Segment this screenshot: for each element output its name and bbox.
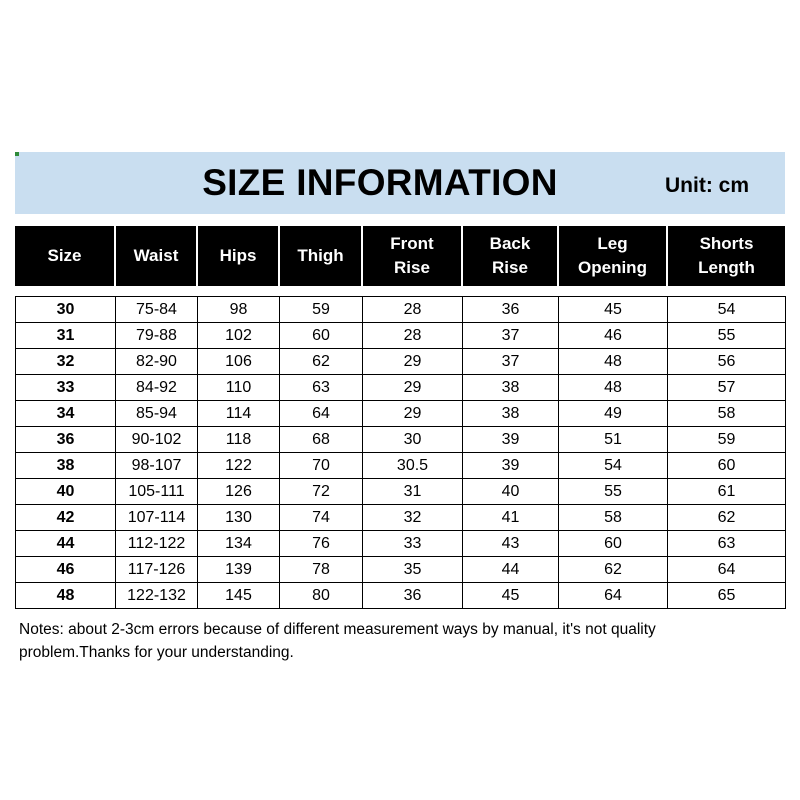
measurement-cell: 60 — [668, 453, 786, 479]
measurement-cell: 48 — [559, 349, 668, 375]
measurement-cell: 30.5 — [363, 453, 463, 479]
measurement-cell: 38 — [463, 401, 559, 427]
measurement-cell: 98 — [198, 297, 280, 323]
measurement-cell: 64 — [280, 401, 363, 427]
table-row — [16, 297, 786, 323]
measurement-cell: 51 — [559, 427, 668, 453]
measurement-cell: 110 — [198, 375, 280, 401]
measurement-cell: 65 — [668, 583, 786, 609]
measurement-cell: 48 — [559, 375, 668, 401]
measurement-cell: 29 — [363, 349, 463, 375]
measurement-cell: 59 — [280, 297, 363, 323]
measurement-cell: 145 — [198, 583, 280, 609]
measurement-cell: 62 — [280, 349, 363, 375]
measurement-cell: 43 — [463, 531, 559, 557]
column-header-label: Thigh — [297, 246, 344, 265]
table-row — [16, 427, 786, 453]
measurement-cell: 58 — [559, 505, 668, 531]
table-row — [16, 479, 786, 505]
measurement-cell: 68 — [280, 427, 363, 453]
measurement-cell: 62 — [668, 505, 786, 531]
size-cell: 46 — [16, 557, 116, 583]
measurement-cell: 63 — [280, 375, 363, 401]
measurement-cell: 29 — [363, 375, 463, 401]
column-header-label: Hips — [219, 246, 257, 265]
notes-line-1: Notes: about 2-3cm errors because of different measurement ways by manual, it's not quality — [19, 621, 656, 638]
measurement-cell: 45 — [559, 297, 668, 323]
column-header-size — [15, 226, 115, 286]
size-cell: 40 — [16, 479, 116, 505]
measurement-cell: 59 — [668, 427, 786, 453]
title-banner — [15, 152, 785, 214]
size-cell: 44 — [16, 531, 116, 557]
table-row — [16, 401, 786, 427]
column-header-leg-opening — [558, 226, 667, 286]
measurement-cell: 62 — [559, 557, 668, 583]
measurement-cell: 122 — [198, 453, 280, 479]
measurement-cell: 57 — [668, 375, 786, 401]
size-cell: 48 — [16, 583, 116, 609]
measurement-cell: 70 — [280, 453, 363, 479]
column-header-shorts-length — [667, 226, 785, 286]
measurement-cell: 76 — [280, 531, 363, 557]
column-header-hips — [197, 226, 279, 286]
measurement-cell: 28 — [363, 297, 463, 323]
measurement-cell: 139 — [198, 557, 280, 583]
measurement-cell: 75-84 — [116, 297, 198, 323]
measurement-cell: 78 — [280, 557, 363, 583]
size-cell: 33 — [16, 375, 116, 401]
measurement-cell: 40 — [463, 479, 559, 505]
column-header-waist — [115, 226, 197, 286]
measurement-cell: 82-90 — [116, 349, 198, 375]
table-row — [16, 453, 786, 479]
size-table-body — [15, 296, 786, 609]
measurement-cell: 102 — [198, 323, 280, 349]
measurement-cell: 63 — [668, 531, 786, 557]
measurement-cell: 46 — [559, 323, 668, 349]
table-row — [16, 583, 786, 609]
measurement-cell: 31 — [363, 479, 463, 505]
measurement-cell: 114 — [198, 401, 280, 427]
measurement-cell: 35 — [363, 557, 463, 583]
column-header-label: Leg — [597, 234, 628, 253]
measurement-cell: 32 — [363, 505, 463, 531]
notes-line-2: problem.Thanks for your understanding. — [19, 644, 294, 661]
measurement-cell: 29 — [363, 401, 463, 427]
size-table-header — [15, 226, 785, 286]
measurement-cell: 36 — [463, 297, 559, 323]
measurement-cell: 72 — [280, 479, 363, 505]
measurement-cell: 37 — [463, 323, 559, 349]
size-cell: 31 — [16, 323, 116, 349]
measurement-cell: 98-107 — [116, 453, 198, 479]
measurement-cell: 90-102 — [116, 427, 198, 453]
measurement-cell: 45 — [463, 583, 559, 609]
measurement-cell: 64 — [559, 583, 668, 609]
measurement-cell: 79-88 — [116, 323, 198, 349]
size-cell: 38 — [16, 453, 116, 479]
measurement-cell: 44 — [463, 557, 559, 583]
measurement-cell: 30 — [363, 427, 463, 453]
size-cell: 32 — [16, 349, 116, 375]
measurement-cell: 54 — [668, 297, 786, 323]
measurement-cell: 126 — [198, 479, 280, 505]
measurement-cell: 134 — [198, 531, 280, 557]
table-row — [16, 505, 786, 531]
measurement-cell: 56 — [668, 349, 786, 375]
measurement-cell: 85-94 — [116, 401, 198, 427]
column-header-thigh — [279, 226, 362, 286]
unit-label: Unit: cm — [665, 174, 749, 197]
measurement-cell: 55 — [668, 323, 786, 349]
banner-accent-mark — [15, 152, 19, 156]
measurement-cell: 38 — [463, 375, 559, 401]
measurement-cell: 60 — [280, 323, 363, 349]
column-header-back-rise — [462, 226, 558, 286]
column-header-front-rise — [362, 226, 462, 286]
measurement-cell: 130 — [198, 505, 280, 531]
size-cell: 30 — [16, 297, 116, 323]
table-row — [16, 349, 786, 375]
measurement-cell: 37 — [463, 349, 559, 375]
column-header-label: Back — [489, 234, 531, 253]
measurement-cell: 80 — [280, 583, 363, 609]
page-title: SIZE INFORMATION — [202, 162, 558, 203]
measurement-cell: 84-92 — [116, 375, 198, 401]
measurement-cell: 33 — [363, 531, 463, 557]
measurement-cell: 49 — [559, 401, 668, 427]
measurement-cell: 105-111 — [116, 479, 198, 505]
size-cell: 34 — [16, 401, 116, 427]
column-header-label: Opening — [578, 258, 647, 277]
measurement-cell: 106 — [198, 349, 280, 375]
size-cell: 42 — [16, 505, 116, 531]
size-rows — [16, 297, 786, 609]
measurement-cell: 60 — [559, 531, 668, 557]
measurement-cell: 61 — [668, 479, 786, 505]
measurement-cell: 117-126 — [116, 557, 198, 583]
measurement-cell: 55 — [559, 479, 668, 505]
size-cell: 36 — [16, 427, 116, 453]
column-header-label: Front — [390, 234, 434, 253]
column-header-label: Size — [47, 246, 82, 265]
table-row — [16, 531, 786, 557]
measurement-cell: 58 — [668, 401, 786, 427]
column-header-label: Shorts — [699, 234, 754, 253]
column-header-label: Waist — [133, 246, 179, 265]
measurement-cell: 107-114 — [116, 505, 198, 531]
measurement-cell: 118 — [198, 427, 280, 453]
measurement-cell: 36 — [363, 583, 463, 609]
notes — [19, 618, 789, 664]
measurement-cell: 41 — [463, 505, 559, 531]
table-row — [16, 375, 786, 401]
measurement-cell: 39 — [463, 453, 559, 479]
table-row — [16, 323, 786, 349]
column-header-label: Rise — [492, 258, 528, 277]
measurement-cell: 28 — [363, 323, 463, 349]
measurement-cell: 112-122 — [116, 531, 198, 557]
measurement-cell: 39 — [463, 427, 559, 453]
table-row — [16, 557, 786, 583]
column-header-label: Rise — [394, 258, 430, 277]
measurement-cell: 74 — [280, 505, 363, 531]
measurement-cell: 64 — [668, 557, 786, 583]
measurement-cell: 122-132 — [116, 583, 198, 609]
column-header-label: Length — [698, 258, 755, 277]
measurement-cell: 54 — [559, 453, 668, 479]
